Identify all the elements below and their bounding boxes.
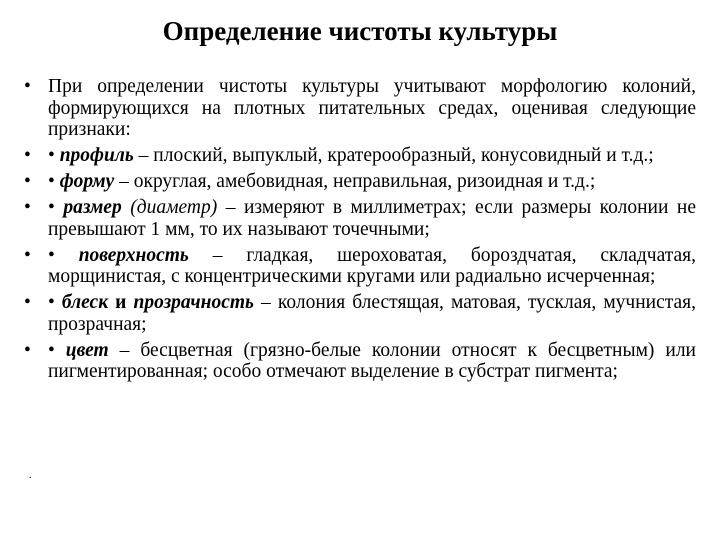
inline-bullet: • [48,244,79,266]
inline-bullet: • [48,292,62,313]
size-text: – измеряют в миллиметрах; если размеры колонии не превышают 1 мм, то их называют точечными; [48,197,696,240]
bullet-icon: • [24,292,31,313]
list-item-shape [24,171,696,193]
list-item-size [24,197,696,240]
bullet-list [24,76,696,387]
list-item-surface [24,245,696,288]
bullet-icon: • [24,339,31,361]
inline-bullet: • [48,171,60,192]
bullet-icon: • [24,197,31,218]
term-conjunction: и [108,292,134,313]
term-size: размер [63,197,122,218]
bullet-icon: • [24,171,31,192]
color-text: – бесцветная (грязно-белые колонии относят к бесцветным) или пигментированная; особо отмечают выделение в субстрат пигмента; [48,339,696,382]
bullet-icon: • [24,145,31,166]
inline-bullet: • [48,197,64,218]
term-shape: форму [59,171,115,192]
slide-title: Определение чистоты культуры [162,16,558,46]
surface-text: – гладкая, шероховатая, бороздчатая, складчатая, морщинистая, с концентрическими кругами или радиально исчерченная; [48,244,696,287]
term-surface: поверхность [78,244,189,266]
list-item-intro [24,76,696,141]
term-gloss: блеск [61,292,109,313]
bullet-icon: • [24,244,31,266]
list-item-color [24,340,696,383]
inline-bullet: • [48,339,66,361]
intro-text: При определении чистоты культуры учитывают морфологию колоний, формирующихся на плотных питательных средах, оценивая следующие признаки: [48,76,696,140]
bullet-icon: • [24,76,31,97]
shape-text: – округлая, амебовидная, неправильная, ризоидная и т.д.; [114,171,596,192]
list-item-gloss [24,292,696,335]
profile-text: – плоский, выпуклый, кратерообразный, конусовидный и т.д.; [133,145,654,166]
gloss-text: – колония блестящая, матовая, тусклая, мучнистая, прозрачная; [48,292,697,335]
term-profile: профиль [59,145,134,166]
term-color: цвет [65,339,109,361]
trailing-mark: . [29,470,32,481]
list-item-profile [24,145,696,167]
term-transparency: прозрачность [133,292,254,313]
size-aside: (диаметр) [121,197,218,218]
inline-bullet: • [48,145,60,166]
